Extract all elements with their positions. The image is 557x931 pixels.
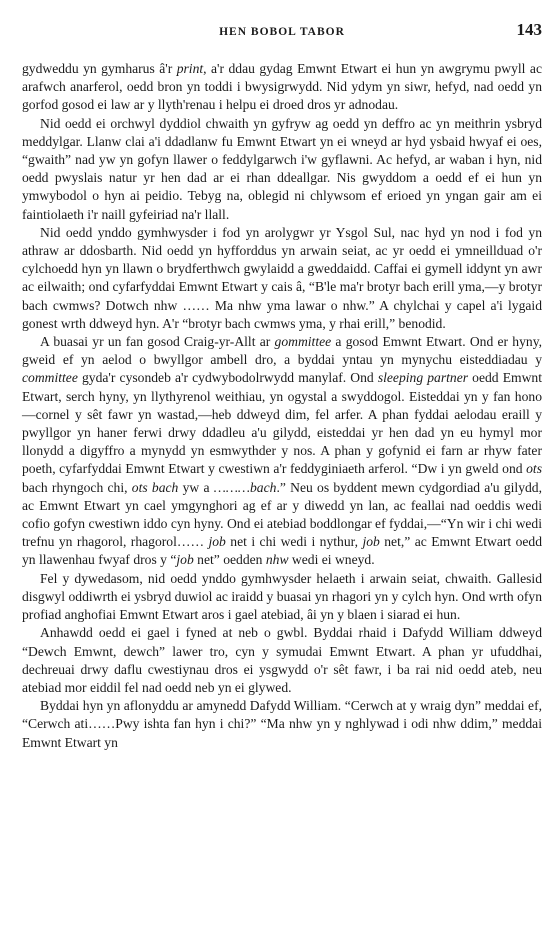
italic-text: job — [176, 552, 194, 568]
text-run: oedd Emwnt Etwart, serch hyny, yn llythyrenol weithiau, yn ogystal a swyddogol. Eisteddai yn y fan hono—cornel y sêt fawr yn wastad,—heb ddweyd dim, fel arfer. A phan fyddai aelodau eraill y pwyllgor yn haner ferwi drwy ddadleu a'u gilydd, eisteddai yr hen dad yn eu hymyl mor llonydd a digyffro a mynydd yn esmwythder y nos. A phan y gofynid ei farn ar rhyw fater poeth, cyfarfyddai Emwnt Etwart y cwestiwn a'r feddyginiaeth arferol. “Dw i yn gweld ond — [22, 370, 542, 477]
italic-text: nhw — [265, 552, 289, 568]
text-run: a gosod Emwnt Etwart. Ond er hyny, gweid ef yn aelod o bwyllgor ambell dro, a byddai yntau yn mynychu eisteddiadau y — [22, 334, 543, 368]
paragraph — [22, 333, 542, 570]
text-run: Nid oedd ynddo gymhwysder i fod yn arolygwr yr Ysgol Sul, nac hyd yn nod i fod yn athraw ar ddosbarth. Nid oedd yn hyfforddus yn arwain seiat, ac yr oedd ei ymneillduad o'r cylchoedd hyn yn llawn o brydferthwch gwylaidd a gweddaidd. Caffai ei gymell iddynt yn awr ac eilwaith; ond cyfarfyddai Emwnt Etwart y cais â, “B'le ma'r brotyr bach erill yma,—y brotyr bach cwmws? Dotwch nhw …… Ma nhw yma lawar o nhw.” A chylchai y capel a'i lygaid gonest wrth ddweyd hyn. A'r “brotyr bach cwmws yma, y rhai erill,” benodid. — [22, 224, 542, 331]
italic-text: job — [362, 534, 380, 550]
italic-text: committee — [22, 370, 78, 386]
text-run: Byddai hyn yn aflonyddu ar amynedd Dafydd William. “Cerwch at y wraig dyn” meddai ef, “Cerwch ati……Pwy ishta fan hyn i chi?” “Ma nhw yn y nghlywad i odi nhw ddim,” meddai Emwnt Etwart yn — [22, 698, 542, 750]
text-run: Nid oedd ei orchwyl dyddiol chwaith yn gyfryw ag oedd yn deffro ac yn meithrin ysbryd meddylgar. Llanw clai a'i ddadlanw fu Emwnt Etwart yn ei wneyd ar hyd ysbaid hwyaf ei oes, “gwaith” nad yw yn gofyn llawer o feddylgarwch i'w gyflawni. Ac hefyd, ar waban i hyn, nid oedd pwyslais natur yr hen dad ar ei rhan ddeallgar. Nis gwyddom a oedd ef ei hun yn ymwybodol o hyn ai peidio. Tebyg na, oblegid ni chlywsom ef erioed yn yngan gair am ei faintiolaeth i'r naill gyfeiriad na'r llall. — [22, 115, 542, 222]
paragraph — [22, 224, 542, 333]
italic-text: print — [176, 61, 204, 76]
text-run: A buasai yr un fan gosod Craig-yr-Allt ar — [40, 334, 275, 350]
body-text — [22, 60, 542, 752]
paragraph — [22, 115, 542, 224]
page-number: 143 — [516, 20, 542, 39]
text-run: bach rhyngoch chi, — [22, 479, 132, 495]
italic-text: ots — [526, 461, 542, 477]
text-run: , a'r ddau gydag Emwnt Etwart ei hun yn awgrymu pwyll ac arafwch anarferol, oedd bron yn toddi i bwysigrwydd. Nid ydym yn siwr, hefyd, nad oedd yn gorfod gosod ei law ar y llyth'renau i helpu ei droed dros yr adnodau. — [22, 61, 542, 113]
italic-text: job — [208, 534, 226, 550]
text-run: net,” ac Emwnt Etwart oedd yn llawenhau fwyaf dros y “ — [22, 534, 543, 568]
page-header — [22, 20, 542, 44]
text-run: Fel y dywedasom, nid oedd ynddo gymhwysder helaeth i arwain seiat, chwaith. Gallesid disgwyl oddiwrth ei ysbryd duwiol ac iraidd y buasai yn rhagori yn y cylch hyn. Ond wrth ofyn profiad anghofiai Emwnt Etwart aros i gael atebiad, âi yn y blaen i siarad ei hun. — [22, 570, 542, 623]
text-run: Anhawdd oedd ei gael i fyned at neb o gwbl. Byddai rhaid i Dafydd William ddweyd “Dewch Emwnt, dewch” lawer tro, cyn y symudai Emwnt Etwart. A phan yr ufuddhai, dechreuai drwy daflu cwestiynau dros ei ysgwydd o'r sêt fawr, i ba rai nid oedd ateb, neu atebiad mor eiddil fel nad oedd neb yn ei glywed. — [22, 625, 542, 695]
text-run: gydweddu yn gymharus â'r — [22, 61, 177, 76]
text-run: .” Neu os byddent mewn cydgordiad a'u gilydd, ac Emwnt Etwart yn cael ymgynghori ag ef ar y diwedd yn lan, ac feallai nad oeddis wedi cofio gofyn cwestiwn iddo cyn hyny. Ond ei atebiad boddlongar ef fyddai,—“Yn wir i chi wedi trefnu yn rhagorol, rhagorol…… — [22, 479, 542, 550]
italic-text: ots bach — [131, 479, 179, 495]
paragraph — [22, 624, 542, 697]
text-run: gyda'r cysondeb a'r cydwybodolrwydd manylaf. Ond — [77, 370, 378, 386]
paragraph — [22, 60, 542, 115]
italic-text: sleeping partner — [377, 370, 469, 386]
italic-text: ………bach — [213, 479, 277, 495]
italic-text: gommittee — [274, 334, 332, 350]
text-run: net” oedden — [193, 552, 266, 568]
running-head: HEN BOBOL TABOR — [219, 26, 345, 38]
text-run: wedi ei wneyd. — [288, 552, 375, 568]
paragraph — [22, 570, 542, 625]
book-page — [22, 20, 542, 752]
text-run: yw a — [178, 479, 214, 495]
text-run: net i chi wedi i nythur, — [225, 534, 363, 550]
paragraph — [22, 697, 542, 752]
